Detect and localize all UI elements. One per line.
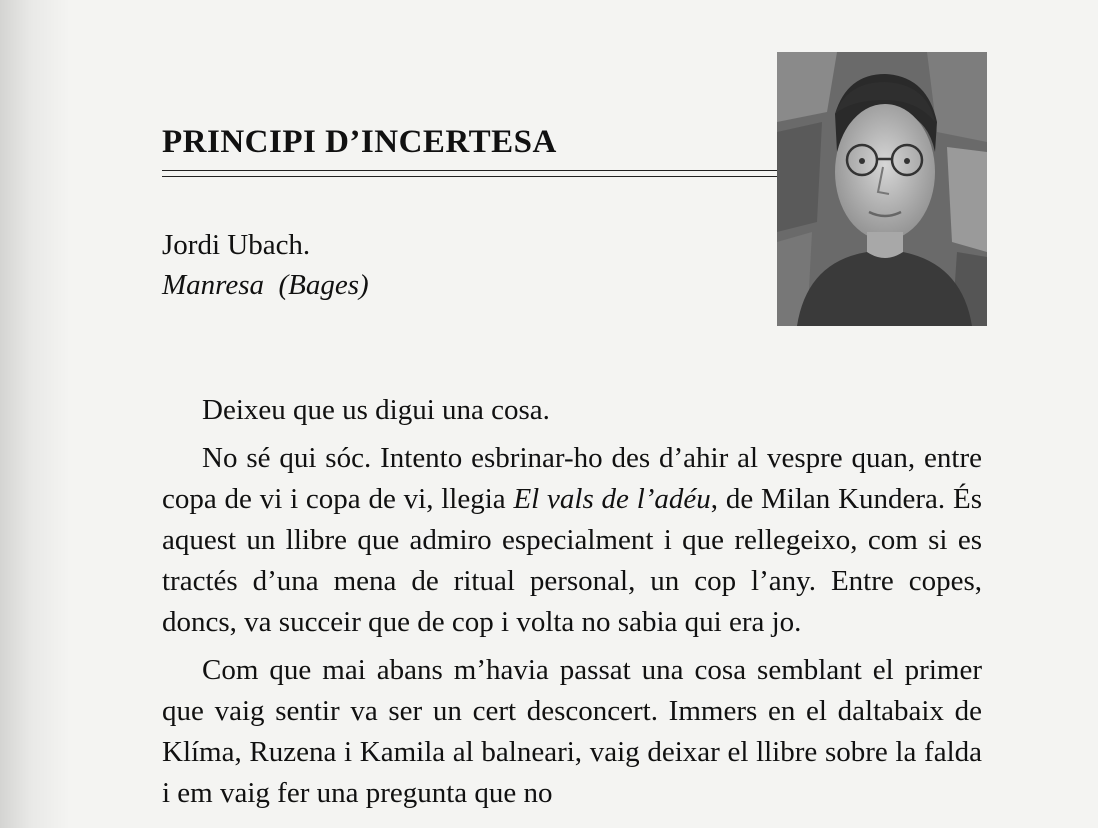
body-paragraph xyxy=(162,390,982,431)
page-gutter-shadow xyxy=(0,0,70,828)
paragraph-text: , de Milan Kundera. És aquest un llibre que admiro especialment i que rellegeixo, com si es tractés d’una mena de ritual personal, un cop l’any. Entre copes, doncs, va succeir que de cop i volta no sabia qui era jo. xyxy=(162,483,982,638)
body-paragraph xyxy=(162,650,982,814)
book-title: El vals de l’adéu xyxy=(513,483,711,515)
paragraph-text: Deixeu que us digui una cosa. xyxy=(202,394,550,426)
paragraph-text: Com que mai abans m’havia passat una cosa semblant el primer que vaig sentir va ser un cert desconcert. Immers en el daltabaix de Klíma, Ruzena i Kamila al balneari, vaig deixar el llibre sobre la falda i em vaig fer una pregunta que no xyxy=(162,654,982,809)
title-double-rule xyxy=(162,170,778,177)
article-body xyxy=(162,390,982,821)
author-photo xyxy=(777,52,987,326)
author-place: Manresa (Bages) xyxy=(162,269,369,301)
article-title: PRINCIPI D’INCERTESA xyxy=(162,124,557,160)
paragraph-text: No sé qui sóc. Intento esbrinar-ho des d’ahir al vespre quan, entre copa de vi i copa de vi, llegia xyxy=(162,442,982,515)
body-paragraph xyxy=(162,438,982,643)
author-name: Jordi Ubach. xyxy=(162,229,311,261)
